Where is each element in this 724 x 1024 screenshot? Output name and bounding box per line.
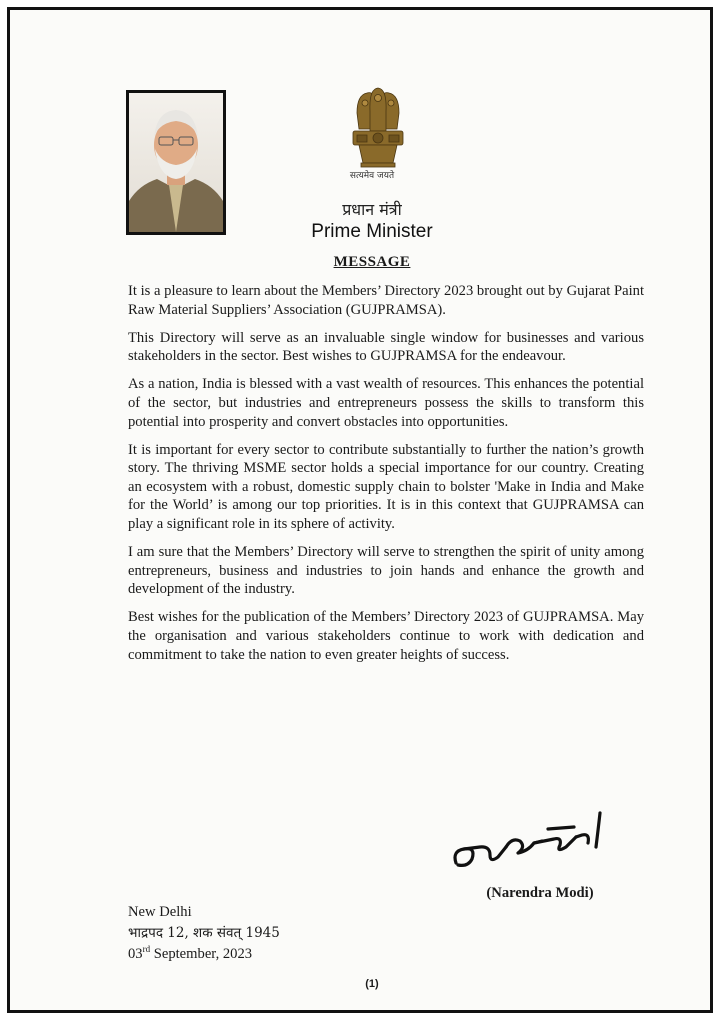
office-title-english: Prime Minister	[311, 221, 433, 242]
date-day: 03	[128, 945, 143, 962]
handwritten-signature	[450, 807, 610, 877]
paragraph: I am sure that the Members’ Directory will serve to strengthen the spirit of unity among entrepreneurs, business and industries to join hands and enhance the growth and development of the industry.	[128, 544, 644, 598]
paragraph: Best wishes for the publication of the Members’ Directory 2023 of GUJPRAMSA. May the organisation and various stakeholders continue to work with dedication and commitment to take the nation to even greater heights of success.	[128, 609, 644, 663]
emblem-motto: सत्यमेव जयते	[349, 171, 395, 181]
paragraph: It is important for every sector to contribute substantially to further the nation’s growth story. The thriving MSME sector holds a special importance for our country. Creating an ecosystem with a robust, domestic supply chain to bolster 'Make in India and Make for the World’ is among our top priorities. It is in this context that GUJPRAMSA can play a significant role in its sphere of activity.	[128, 441, 644, 533]
message-body	[128, 282, 644, 674]
date-hindi: भाद्रपद 12, शक संवत् 1945	[128, 925, 280, 941]
paragraph: It is a pleasure to learn about the Members’ Directory 2023 brought out by Gujarat Paint Raw Material Suppliers’ Association (GUJPRAMSA).	[128, 283, 644, 318]
date-month-year: September, 2023	[150, 945, 253, 962]
paragraph: This Directory will serve as an invaluable single window for businesses and various stakeholders in the sector. Best wishes to GUJPRAMSA for the endeavour.	[128, 329, 644, 365]
page-number: (1)	[365, 978, 379, 990]
office-title-hindi: प्रधान मंत्री	[342, 200, 402, 219]
date-suffix: rd	[142, 944, 151, 954]
portrait-image	[129, 93, 223, 232]
paragraph: As a nation, India is blessed with a vast wealth of resources. This enhances the potential of the sector, but industries and entrepreneurs possess the skills to transform this potential into prosperity and convert obstacles into opportunities.	[128, 376, 644, 430]
signatory-name: (Narendra Modi)	[486, 885, 594, 901]
letter-page	[7, 7, 713, 1013]
place: New Delhi	[128, 904, 192, 920]
message-heading: MESSAGE	[333, 254, 411, 270]
date-english	[128, 944, 252, 963]
portrait-photo	[126, 90, 226, 235]
